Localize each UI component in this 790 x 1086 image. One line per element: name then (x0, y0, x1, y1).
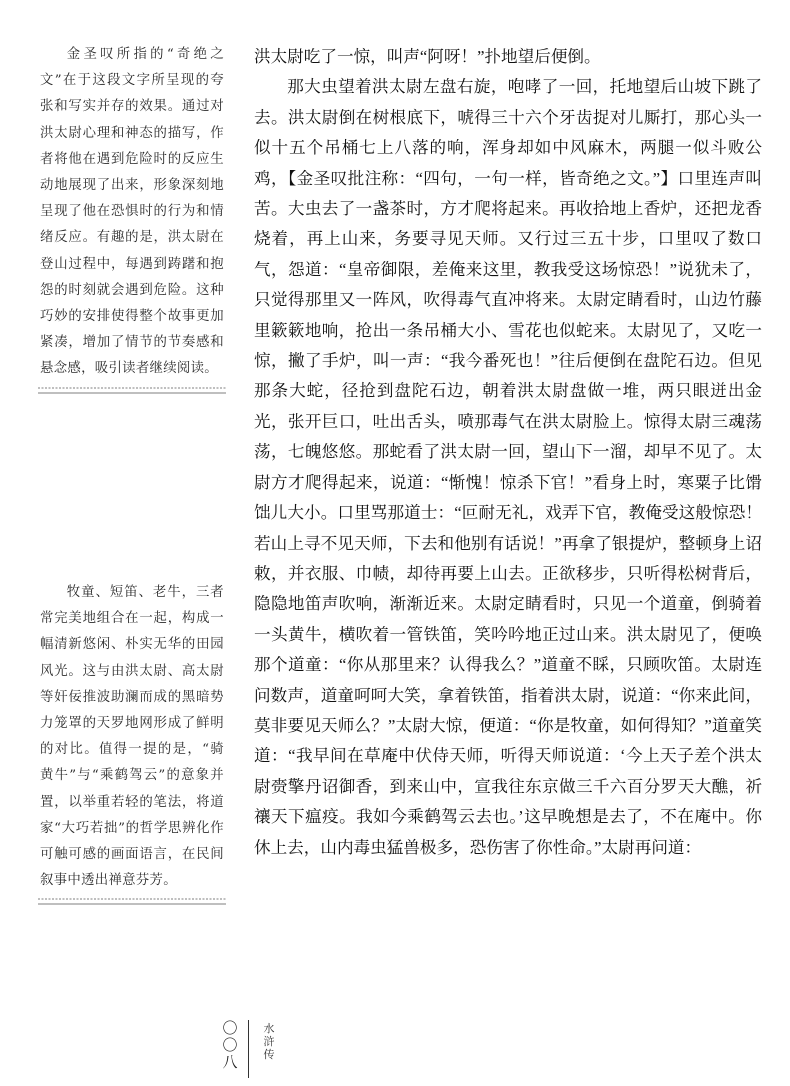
sidebar-note-text: 牧童、短笛、老牛，三者常完美地组合在一起，构成一幅清新悠闲、朴实无华的田园风光。这与由洪太尉、高太尉等奸佞推波助澜而成的黑暗势力笼罩的天罗地网形成了鲜明的对比。值得一提的是，“骑黄牛”与“乘鹤驾云”的意象并置，以举重若轻的笔法，将道家“大巧若拙”的哲学思辨化作可触可感的画面语言，在民间叙事中透出禅意芬芳。 (40, 585, 224, 889)
running-title (262, 1022, 276, 1061)
page-number (220, 1020, 240, 1071)
running-title-char: 浒 (263, 1035, 275, 1048)
sidebar-note-1 (40, 42, 224, 397)
decorative-rule (38, 385, 226, 397)
sidebar-note-text: 金圣叹所指的“奇绝之文”在于这段文字所呈现的夸张和写实并存的效果。通过对洪太尉心理和神态的描写，作者将他在遇到危险时的反应生动地展现了出来，形象深刻地呈现了他在恐惧时的行为和情绪反应。有趣的是，洪太尉在登山过程中，每遇到踌躇和抱怨的时刻就会遇到危险。这种巧妙的安排使得整个故事更加紧凑，增加了情节的节奏感和悬念感，吸引读者继续阅读。 (40, 47, 224, 377)
running-title-char: 传 (263, 1048, 275, 1061)
main-text (254, 42, 762, 863)
page-number-digit: 〇 (222, 1036, 238, 1054)
page-number-digit: 八 (222, 1053, 238, 1071)
footer-divider (248, 1020, 249, 1078)
running-title-char: 水 (263, 1022, 275, 1035)
page-number-digit: 〇 (222, 1019, 238, 1037)
main-paragraph: 洪太尉吃了一惊，叫声“阿呀！”扑地望后便倒。 (254, 47, 601, 66)
main-paragraph: 那大虫望着洪太尉左盘右旋，咆哮了一回，托地望后山坡下跳了去。洪太尉倒在树根底下，唬得三十六个牙齿捉对儿厮打，那心头一似十五个吊桶七上八落的响，浑身却如中风麻木，两腿一似斗败公鸡，【金圣叹批注称：“四句，一句一样，皆奇绝之文。”】口里连声叫苦。大虫去了一盏茶时，方才爬将起来。再收拾地上香炉，还把龙香烧着，再上山来，务要寻见天师。又行过三五十步，口里叹了数口气，怨道：“皇帝御限，差俺来这里，教我受这场惊恐！”说犹未了，只觉得那里又一阵风，吹得毒气直冲将来。太尉定睛看时，山边竹藤里簌簌地响，抢出一条吊桶大小、雪花也似蛇来。太尉见了，又吃一惊，撇了手炉，叫一声：“我今番死也！”往后便倒在盘陀石边。但见那条大蛇，径抢到盘陀石边，朝着洪太尉盘做一堆，两只眼迸出金光，张开巨口，吐出舌头，喷那毒气在洪太尉脸上。惊得太尉三魂荡荡，七魄悠悠。那蛇看了洪太尉一回，望山下一溜，却早不见了。太尉方才爬得起来，说道：“惭愧！惊杀下官！”看身上时，寒粟子比馉饳儿大小。口里骂那道士：“叵耐无礼，戏弄下官，教俺受这般惊恐！若山上寻不见天师，下去和他别有话说！”再拿了银提炉，整顿身上诏敕，并衣服、巾帻，却待再要上山去。正欲移步，只听得松树背后，隐隐地笛声吹响，渐渐近来。太尉定睛看时，只见一个道童，倒骑着一头黄牛，横吹着一管铁笛，笑吟吟地正过山来。洪太尉见了，便唤那个道童：“你从那里来？认得我么？”道童不睬，只顾吹笛。太尉连问数声，道童呵呵大笑，拿着铁笛，指着洪太尉，说道：“你来此间，莫非要见天师么？”太尉大惊，便道：“你是牧童，如何得知？”道童笑道：“我早间在草庵中伏侍天师，听得天师说道：‘今上天子差个洪太尉赍擎丹诏御香，到来山中，宣我往东京做三千六百分罗天大醮，祈禳天下瘟疫。我如今乘鹤驾云去也。’这早晚想是去了，不在庵中。你休上去，山内毒虫猛兽极多，恐伤害了你性命。”太尉再问道： (254, 77, 762, 857)
sidebar-note-2 (40, 580, 224, 908)
decorative-rule (38, 896, 226, 908)
